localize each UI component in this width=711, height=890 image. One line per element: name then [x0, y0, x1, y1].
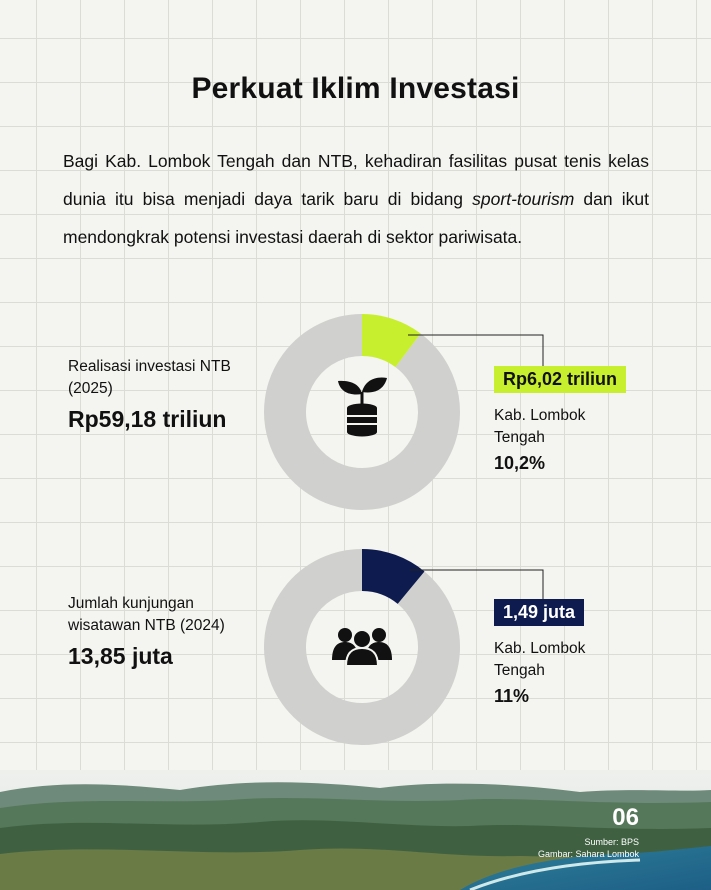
investment-slice-value: Rp6,02 triliun — [494, 366, 626, 393]
tourist-slice-percent: 11% — [494, 686, 530, 706]
investment-total-label: Realisasi investasi NTB (2025) — [68, 358, 231, 397]
tourist-slice-lombok-tengah — [362, 570, 411, 588]
tourist-total-label: Jumlah kunjungan wisatawan NTB (2024) — [68, 595, 225, 634]
page-number: 06 — [612, 804, 639, 831]
tourist-slice-label: Kab. Lombok Tengah — [494, 640, 586, 679]
image-credit-text: Gambar: Sahara Lombok — [537, 849, 639, 859]
investment-slice-label: Kab. Lombok Tengah — [494, 407, 586, 446]
source-text: Sumber: BPS — [584, 837, 639, 847]
landscape-photo — [0, 770, 711, 890]
tourist-slice-block — [494, 599, 624, 707]
intro-italic-term: sport-tourism — [472, 189, 575, 209]
people-group-icon — [332, 628, 392, 666]
intro-text-2: dan ikut mendongkrak potensi investasi daerah di sektor pariwisata. — [63, 189, 649, 247]
tourist-total-value: 13,85 juta — [68, 643, 173, 669]
page-title: Perkuat Iklim Investasi — [191, 72, 520, 105]
investment-slice-percent: 10,2% — [494, 453, 546, 473]
investment-total-value: Rp59,18 triliun — [68, 406, 227, 432]
tourist-slice-value: 1,49 juta — [494, 599, 584, 626]
intro-text-1: Bagi Kab. Lombok Tengah dan NTB, kehadiran fasilitas pusat tenis kelas dunia itu bisa menjadi daya tarik baru di bidang — [63, 151, 649, 209]
tourist-total-block — [68, 593, 258, 670]
source-credit — [538, 836, 639, 860]
